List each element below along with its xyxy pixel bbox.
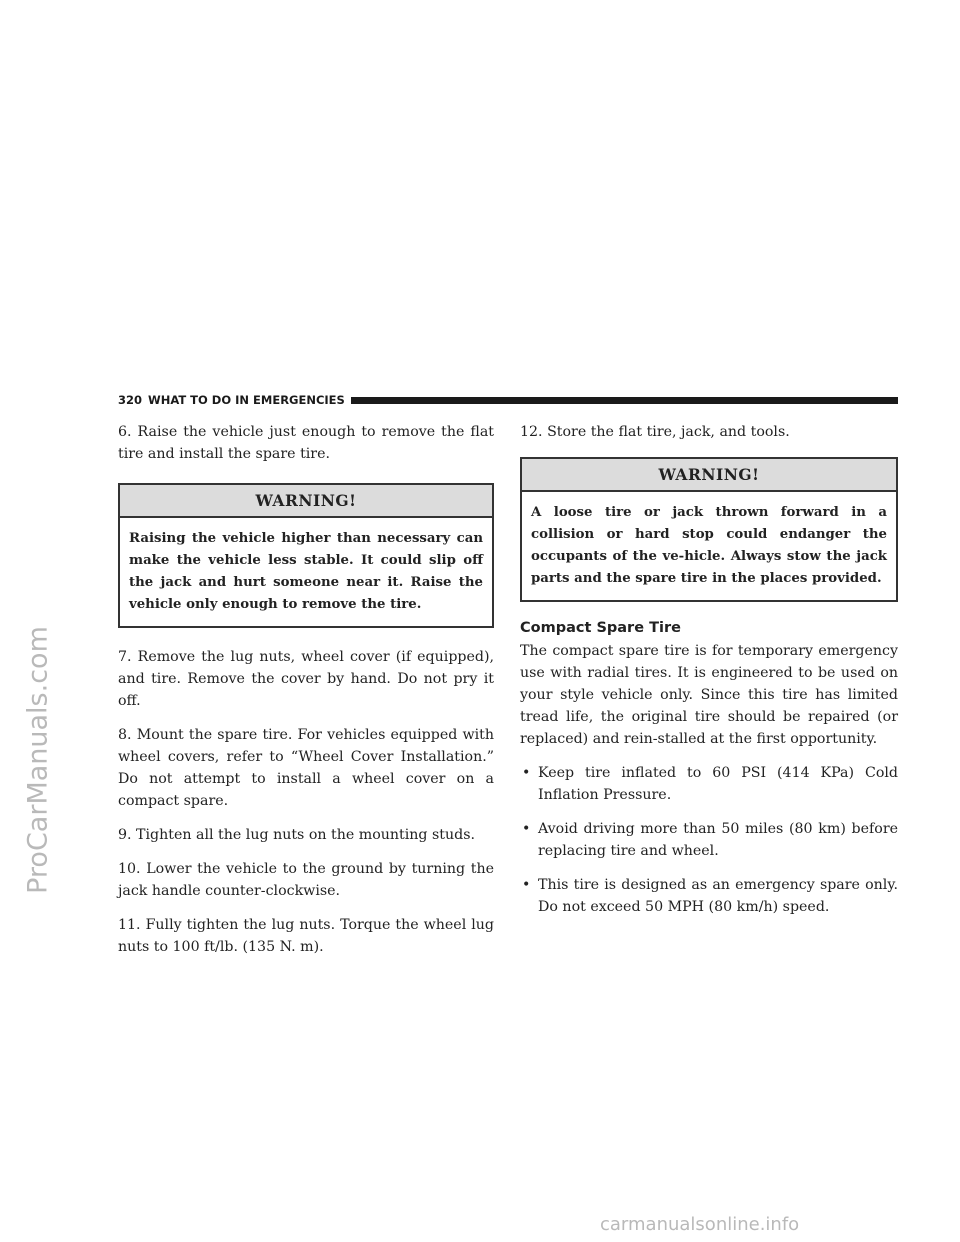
side-watermark bbox=[14, 460, 62, 1060]
header-rule bbox=[351, 397, 898, 404]
warning-box-raise-vehicle bbox=[118, 483, 494, 628]
list-item bbox=[520, 874, 898, 918]
bullet-glyph: • bbox=[522, 765, 531, 781]
section-body: The compact spare tire is for temporary emergency use with radial tires. It is engineered to be used on your style vehicle only. Since this tire has limited tread life, the original tire should be repaired (or replaced) and rein-stalled at the first opportunity. bbox=[520, 643, 898, 747]
warning-title: WARNING! bbox=[120, 485, 492, 518]
warning-title: WARNING! bbox=[522, 459, 896, 492]
right-column bbox=[520, 421, 898, 930]
warning-body: A loose tire or jack thrown forward in a collision or hard stop could endanger the occupants of the ve-hicle. Always stow the jack parts and the spare tire in the places provided. bbox=[531, 505, 887, 586]
list-item bbox=[520, 762, 898, 806]
list-item bbox=[520, 818, 898, 862]
step-12: 12. Store the flat tire, jack, and tools. bbox=[520, 424, 790, 440]
left-column bbox=[118, 421, 494, 970]
warning-body: Raising the vehicle higher than necessary can make the vehicle less stable. It could slip off the jack and hurt someone near it. Raise the vehicle only enough to remove the tire. bbox=[129, 531, 483, 612]
bullet-list bbox=[520, 762, 898, 918]
step-9: 9. Tighten all the lug nuts on the mounting studs. bbox=[118, 827, 475, 843]
page-header bbox=[118, 393, 898, 407]
step-6: 6. Raise the vehicle just enough to remove the flat tire and install the spare tire. bbox=[118, 424, 494, 462]
header-title: WHAT TO DO IN EMERGENCIES bbox=[148, 393, 345, 407]
bullet-glyph: • bbox=[522, 877, 531, 893]
list-item-text: Keep tire inflated to 60 PSI (414 KPa) Cold Inflation Pressure. bbox=[538, 765, 898, 803]
side-watermark-text: ProCarManuals.com bbox=[22, 626, 54, 894]
page-number: 320 bbox=[118, 393, 143, 407]
step-7: 7. Remove the lug nuts, wheel cover (if equipped), and tire. Remove the cover by hand. Do not pry it off. bbox=[118, 649, 494, 709]
step-8: 8. Mount the spare tire. For vehicles equipped with wheel covers, refer to “Wheel Cover Installation.” Do not attempt to install a wheel cover on a compact spare. bbox=[118, 727, 494, 809]
warning-box-loose-tire bbox=[520, 457, 898, 602]
section-title: Compact Spare Tire bbox=[520, 620, 681, 636]
step-10: 10. Lower the vehicle to the ground by turning the jack handle counter-clockwise. bbox=[118, 861, 494, 899]
list-item-text: Avoid driving more than 50 miles (80 km) before replacing tire and wheel. bbox=[538, 821, 898, 859]
bullet-glyph: • bbox=[522, 821, 531, 837]
step-11: 11. Fully tighten the lug nuts. Torque the wheel lug nuts to 100 ft/lb. (135 N. m). bbox=[118, 917, 494, 955]
bottom-watermark: carmanualsonline.info bbox=[600, 1214, 800, 1235]
list-item-text: This tire is designed as an emergency spare only. Do not exceed 50 MPH (80 km/h) speed. bbox=[538, 877, 898, 915]
